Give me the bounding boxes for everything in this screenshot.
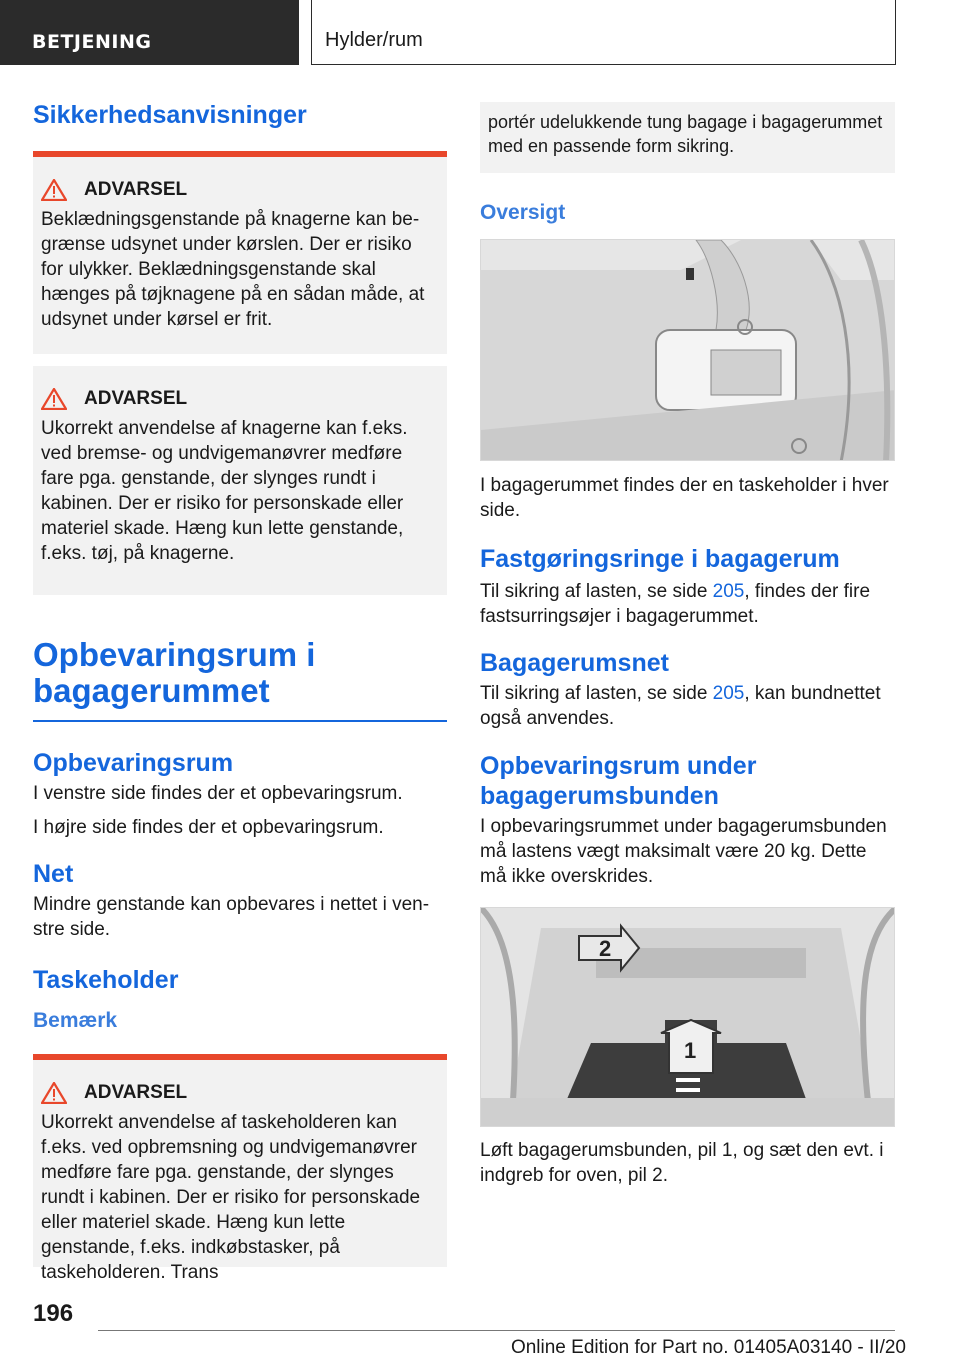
warning-text: Ukorrekt anvendelse af taskeholderen kan f.eks. ved opbremsning og undvigemanøvrer medføre fare pga. genstande, der slynges rundt i kabinen. Der er risiko for personskade eller materiel skade. Hæng kun lette genstande, f.eks. indkøbstasker, på taskeholderen. Trans <box>41 1111 421 1283</box>
arrow-1-label: 1 <box>684 1038 697 1063</box>
safety-heading: Sikkerhedsanvisninger <box>33 101 307 129</box>
bag-holder-heading: Taskeholder <box>33 965 179 994</box>
under-floor-text: I opbevaringsrummet under bagagerumsbunden må lastens vægt maksimalt være 20 kg. Dette må ikke overskrides. <box>480 816 887 887</box>
trunk-net-heading: Bagagerumsnet <box>480 649 669 677</box>
trunk-illustration <box>481 240 895 461</box>
rings-heading: Fastgøringsringe i bagagerum <box>480 545 840 573</box>
overview-heading: Oversigt <box>480 201 566 224</box>
warning-triangle-icon <box>41 1082 67 1104</box>
warning-label: ADVARSEL <box>84 179 188 200</box>
right-column <box>480 102 895 1188</box>
warning-triangle-icon <box>41 388 67 410</box>
chapter-tab: BETJENING <box>0 0 299 65</box>
warning-triangle-icon <box>41 179 67 201</box>
warning-box-2 <box>33 366 447 595</box>
trunk-side-storage-image <box>480 239 895 461</box>
net-heading: Net <box>33 859 74 888</box>
trunk-floor-image <box>480 907 895 1127</box>
lift-text: Løft bagagerumsbunden, pil 1, og sæt den evt. i indgreb for oven, pil 2. <box>480 1140 884 1186</box>
rings-text: Til sikring af lasten, se side 205, findes der fire fastsurringsøjer i bagagerummet. <box>480 581 871 627</box>
overview-text: I bagagerummet findes der en taskeholder i hver side. <box>480 475 889 521</box>
chapter-heading: Opbevaringsrum i bagagerummet <box>33 636 316 710</box>
warning-text: Ukorrekt anvendelse af knagerne kan f.eks. ved bremse- og undvigemanøvrer medføre fare pga. genstande, der slynges rundt i kabinen. Der er risiko for personskade eller materiel skade. Hæng kun lette genstande, f.eks. tøj, på knagerne. <box>41 418 408 564</box>
storage-heading: Opbevaringsrum <box>33 748 234 777</box>
page-reference-link[interactable]: 205 <box>712 581 745 602</box>
page-reference-link[interactable]: 205 <box>712 683 745 704</box>
page-number: 196 <box>33 1300 74 1327</box>
chapter-rule <box>33 720 447 722</box>
warning-box-3 <box>33 1054 447 1283</box>
warning-box-1 <box>33 151 447 354</box>
warning-box-3-continued <box>480 102 895 173</box>
section-tab: Hylder/rum <box>311 0 896 65</box>
note-heading: Bemærk <box>33 1008 118 1032</box>
arrow-2-label: 2 <box>599 936 612 961</box>
trunk-floor-illustration <box>481 908 895 1127</box>
footer-rule <box>98 1330 895 1331</box>
storage-text-1: I venstre side findes der et opbevaringsrum. <box>33 782 403 804</box>
trunk-net-text: Til sikring af lasten, se side 205, kan bundnettet også anvendes. <box>480 683 881 729</box>
warning-text-continued: portér udelukkende tung bagage i bagagerummet med en passende form sikring. <box>488 112 883 156</box>
edition-text: Online Edition for Part no. 01405A03140 - II/20 <box>510 1337 906 1358</box>
under-floor-heading: Opbevaringsrum under bagagerumsbunden <box>480 752 757 810</box>
warning-label: ADVARSEL <box>84 388 188 409</box>
warning-label: ADVARSEL <box>84 1081 188 1103</box>
net-text: Mindre genstande kan opbevares i nettet i venstre side. <box>33 893 430 940</box>
storage-text-2: I højre side findes der et opbevaringsrum. <box>33 816 384 838</box>
warning-text: Beklædningsgenstande på knagerne kan begrænse udsynet under kørslen. Der er risiko for ulykker. Beklædningsgenstande skal hænges på tøjknagene på en sådan måde, at udsynet under kørsel er frit. <box>41 209 425 330</box>
left-column <box>33 100 447 1283</box>
